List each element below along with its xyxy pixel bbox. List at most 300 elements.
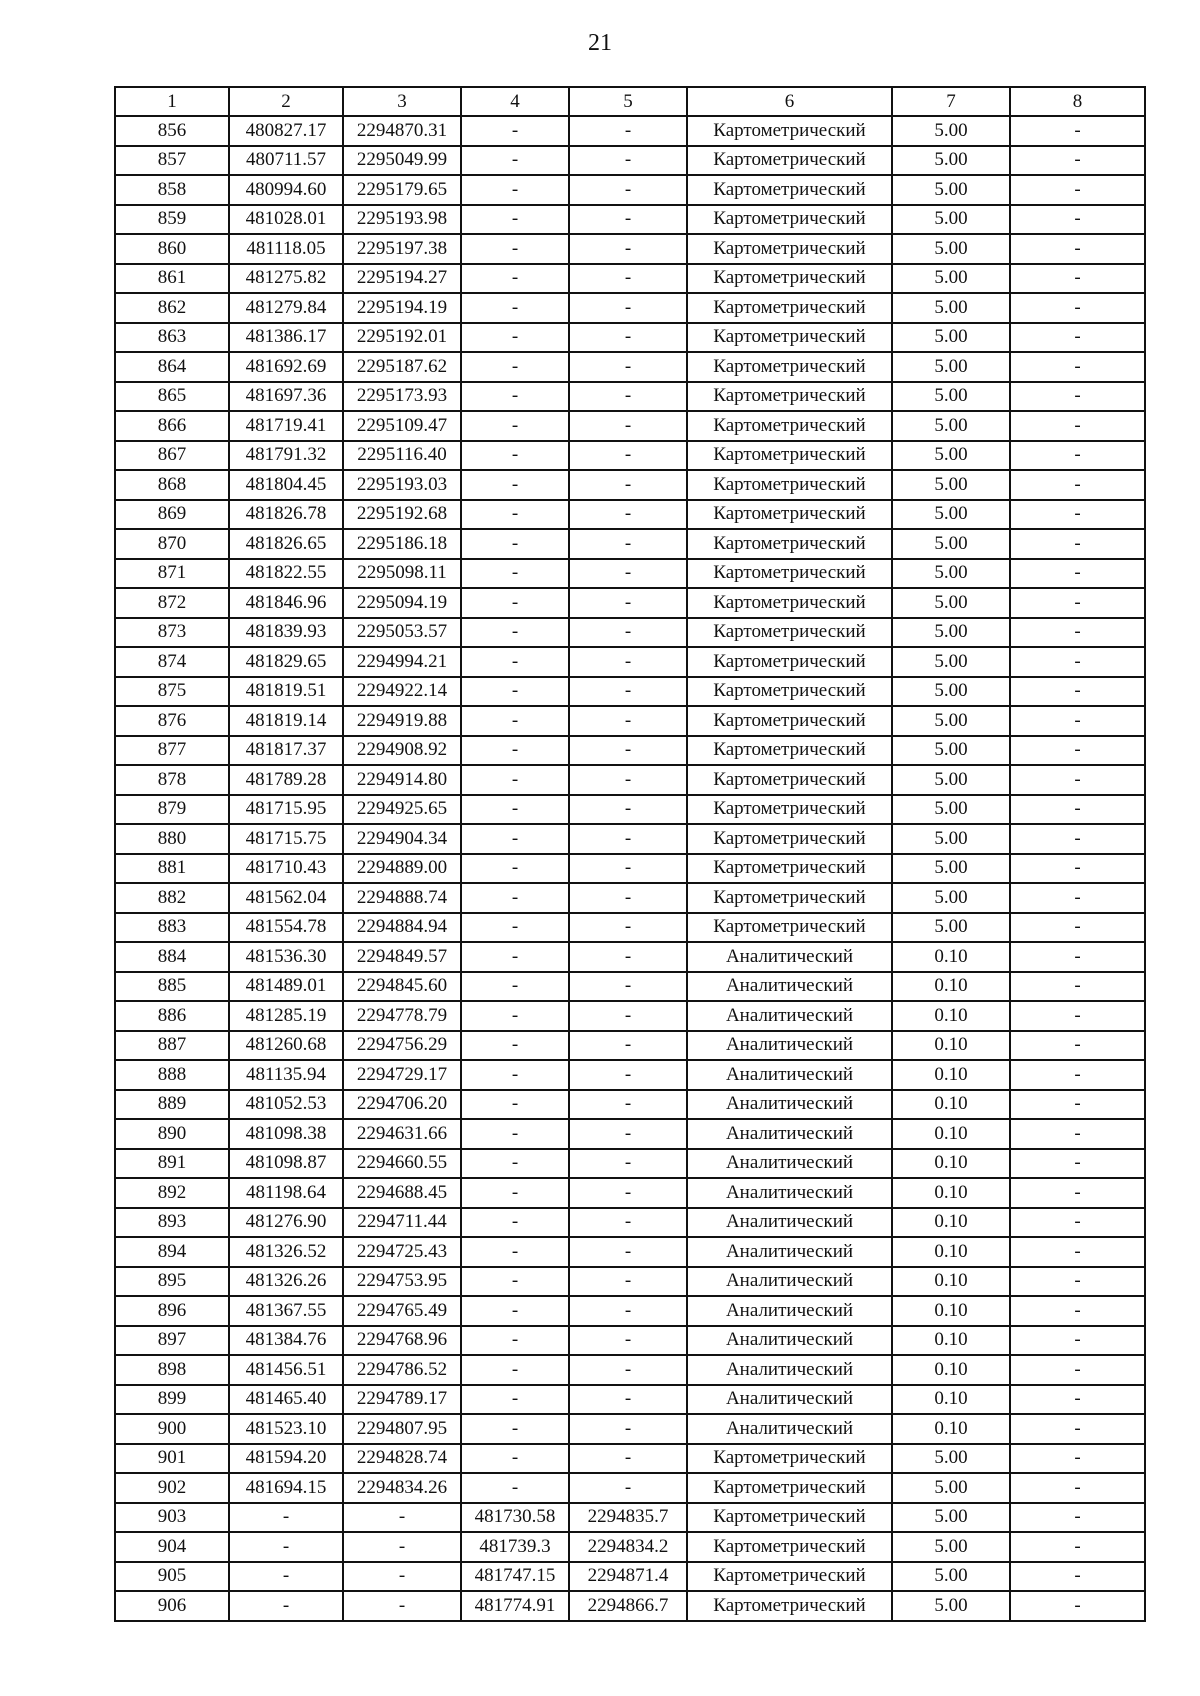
table-cell: 2294914.80	[343, 765, 461, 795]
table-cell: 889	[115, 1090, 229, 1120]
table-cell: Аналитический	[687, 1414, 892, 1444]
table-cell: Картометрический	[687, 116, 892, 146]
table-cell: -	[461, 677, 569, 707]
table-cell: 5.00	[892, 323, 1010, 353]
table-cell: 481594.20	[229, 1444, 343, 1474]
table-row	[115, 470, 1145, 500]
table-cell: -	[1010, 1178, 1145, 1208]
table-cell: 904	[115, 1532, 229, 1562]
table-cell: 873	[115, 618, 229, 648]
table-cell: -	[569, 824, 687, 854]
table-cell: 481710.43	[229, 854, 343, 884]
table-cell: 5.00	[892, 1503, 1010, 1533]
table-cell: Аналитический	[687, 1296, 892, 1326]
table-cell: 5.00	[892, 529, 1010, 559]
table-cell: 2295187.62	[343, 352, 461, 382]
table-row	[115, 1237, 1145, 1267]
table-row	[115, 352, 1145, 382]
table-body	[115, 116, 1145, 1621]
table-cell: -	[1010, 382, 1145, 412]
table-cell: Картометрический	[687, 441, 892, 471]
table-cell: 0.10	[892, 1119, 1010, 1149]
table-cell: 0.10	[892, 1414, 1010, 1444]
table-cell: 871	[115, 559, 229, 589]
table-cell: -	[569, 1001, 687, 1031]
table-cell: -	[1010, 1031, 1145, 1061]
table-cell: 481028.01	[229, 205, 343, 235]
table-cell: -	[569, 1208, 687, 1238]
table-cell: 481719.41	[229, 411, 343, 441]
table-cell: -	[1010, 1267, 1145, 1297]
table-cell: Аналитический	[687, 1385, 892, 1415]
table-cell: -	[461, 1031, 569, 1061]
table-cell: 2295053.57	[343, 618, 461, 648]
table-cell: 481198.64	[229, 1178, 343, 1208]
table-row	[115, 1060, 1145, 1090]
table-cell: -	[461, 529, 569, 559]
table-cell: -	[461, 588, 569, 618]
table-row	[115, 293, 1145, 323]
table-cell: -	[461, 1355, 569, 1385]
table-cell: -	[461, 559, 569, 589]
table-cell: 5.00	[892, 913, 1010, 943]
table-cell: 5.00	[892, 1532, 1010, 1562]
table-row	[115, 1503, 1145, 1533]
table-cell: -	[569, 1385, 687, 1415]
table-row	[115, 706, 1145, 736]
table-cell: 0.10	[892, 1178, 1010, 1208]
table-cell: 0.10	[892, 1149, 1010, 1179]
table-cell: Картометрический	[687, 470, 892, 500]
table-cell: 481456.51	[229, 1355, 343, 1385]
table-cell: -	[461, 1385, 569, 1415]
table-cell: Аналитический	[687, 1149, 892, 1179]
table-cell: 2294925.65	[343, 795, 461, 825]
table-cell: 2294765.49	[343, 1296, 461, 1326]
table-cell: 5.00	[892, 647, 1010, 677]
table-cell: -	[461, 234, 569, 264]
table-cell: Картометрический	[687, 1503, 892, 1533]
table-cell: Картометрический	[687, 618, 892, 648]
table-cell: 867	[115, 441, 229, 471]
table-cell: 481715.95	[229, 795, 343, 825]
table-cell: -	[1010, 1532, 1145, 1562]
table-cell: Аналитический	[687, 1267, 892, 1297]
table-cell: 2294631.66	[343, 1119, 461, 1149]
table-cell: 481846.96	[229, 588, 343, 618]
table-cell: -	[569, 1060, 687, 1090]
table-cell: 2294835.7	[569, 1503, 687, 1533]
table-cell: Картометрический	[687, 264, 892, 294]
table-cell: 878	[115, 765, 229, 795]
table-row	[115, 1444, 1145, 1474]
table-cell: 2294919.88	[343, 706, 461, 736]
table-cell: -	[569, 854, 687, 884]
table-cell: 2294768.96	[343, 1326, 461, 1356]
table-cell: -	[461, 470, 569, 500]
table-cell: 481118.05	[229, 234, 343, 264]
table-cell: 891	[115, 1149, 229, 1179]
table-cell: 481562.04	[229, 883, 343, 913]
table-cell: -	[1010, 1385, 1145, 1415]
table-cell: 863	[115, 323, 229, 353]
table-cell: 5.00	[892, 146, 1010, 176]
table-cell: -	[1010, 736, 1145, 766]
table-cell: 883	[115, 913, 229, 943]
table-cell: -	[569, 1031, 687, 1061]
table-cell: -	[461, 942, 569, 972]
table-cell: Картометрический	[687, 824, 892, 854]
table-cell: 899	[115, 1385, 229, 1415]
column-header-7: 7	[892, 87, 1010, 116]
table-cell: 2294845.60	[343, 972, 461, 1002]
table-cell: 0.10	[892, 1031, 1010, 1061]
table-row	[115, 1119, 1145, 1149]
table-cell: Картометрический	[687, 1444, 892, 1474]
table-cell: 481465.40	[229, 1385, 343, 1415]
table-cell: 894	[115, 1237, 229, 1267]
table-cell: Картометрический	[687, 677, 892, 707]
table-row	[115, 972, 1145, 1002]
table-cell: -	[461, 913, 569, 943]
table-cell: 2294789.17	[343, 1385, 461, 1415]
table-cell: 481829.65	[229, 647, 343, 677]
table-cell: -	[1010, 972, 1145, 1002]
table-cell: -	[1010, 706, 1145, 736]
table-cell: 481826.65	[229, 529, 343, 559]
table-row	[115, 1031, 1145, 1061]
table-cell: Картометрический	[687, 883, 892, 913]
table-cell: Аналитический	[687, 1355, 892, 1385]
table-cell: 5.00	[892, 264, 1010, 294]
table-cell: 900	[115, 1414, 229, 1444]
table-cell: 0.10	[892, 1090, 1010, 1120]
table-cell: 862	[115, 293, 229, 323]
table-cell: 5.00	[892, 411, 1010, 441]
table-cell: -	[1010, 1090, 1145, 1120]
table-cell: 868	[115, 470, 229, 500]
table-cell: 885	[115, 972, 229, 1002]
table-cell: 5.00	[892, 1444, 1010, 1474]
table-cell: -	[461, 1149, 569, 1179]
table-cell: Аналитический	[687, 1090, 892, 1120]
table-cell: 481839.93	[229, 618, 343, 648]
table-row	[115, 205, 1145, 235]
table-cell: 481715.75	[229, 824, 343, 854]
table-cell: Картометрический	[687, 765, 892, 795]
table-cell: -	[343, 1562, 461, 1592]
table-cell: -	[1010, 1208, 1145, 1238]
table-cell: -	[569, 677, 687, 707]
table-cell: -	[461, 411, 569, 441]
table-row	[115, 736, 1145, 766]
table-cell: 2295179.65	[343, 175, 461, 205]
table-cell: 481730.58	[461, 1503, 569, 1533]
table-cell: 481367.55	[229, 1296, 343, 1326]
table-row	[115, 883, 1145, 913]
table-row	[115, 618, 1145, 648]
table-cell: -	[1010, 352, 1145, 382]
table-cell: 481523.10	[229, 1414, 343, 1444]
table-cell: 5.00	[892, 883, 1010, 913]
table-cell: -	[569, 1178, 687, 1208]
table-row	[115, 146, 1145, 176]
table-cell: -	[569, 972, 687, 1002]
table-cell: -	[461, 647, 569, 677]
table-cell: -	[1010, 264, 1145, 294]
table-cell: -	[569, 736, 687, 766]
table-cell: -	[461, 854, 569, 884]
table-cell: 2294866.7	[569, 1591, 687, 1621]
table-header	[115, 87, 1145, 116]
table-cell: -	[569, 411, 687, 441]
table-row	[115, 234, 1145, 264]
table-cell: -	[461, 1001, 569, 1031]
table-row	[115, 942, 1145, 972]
table-cell: 481052.53	[229, 1090, 343, 1120]
coordinates-table	[114, 86, 1146, 1622]
table-cell: 895	[115, 1267, 229, 1297]
table-cell: 893	[115, 1208, 229, 1238]
table-cell: 902	[115, 1473, 229, 1503]
table-cell: -	[569, 323, 687, 353]
table-cell: Картометрический	[687, 736, 892, 766]
table-row	[115, 1149, 1145, 1179]
table-cell: 882	[115, 883, 229, 913]
table-cell: 2294725.43	[343, 1237, 461, 1267]
table-cell: 2294706.20	[343, 1090, 461, 1120]
table-cell: Картометрический	[687, 1473, 892, 1503]
table-cell: Аналитический	[687, 1178, 892, 1208]
table-cell: Картометрический	[687, 588, 892, 618]
table-cell: Картометрический	[687, 1591, 892, 1621]
table-cell: -	[461, 1090, 569, 1120]
table-cell: -	[1010, 441, 1145, 471]
table-cell: Картометрический	[687, 647, 892, 677]
table-cell: 875	[115, 677, 229, 707]
table-cell: -	[569, 264, 687, 294]
table-cell: 481135.94	[229, 1060, 343, 1090]
table-cell: -	[461, 972, 569, 1002]
table-cell: 2294884.94	[343, 913, 461, 943]
table-cell: -	[569, 913, 687, 943]
table-row	[115, 1267, 1145, 1297]
table-cell: Аналитический	[687, 1208, 892, 1238]
table-cell: -	[461, 883, 569, 913]
table-cell: 2294756.29	[343, 1031, 461, 1061]
table-cell: 2294888.74	[343, 883, 461, 913]
table-cell: -	[1010, 234, 1145, 264]
table-cell: Картометрический	[687, 411, 892, 441]
table-cell: -	[569, 942, 687, 972]
table-cell: 481694.15	[229, 1473, 343, 1503]
table-cell: Картометрический	[687, 1532, 892, 1562]
table-cell: -	[1010, 913, 1145, 943]
table-cell: -	[461, 116, 569, 146]
table-row	[115, 1591, 1145, 1621]
table-cell: 481692.69	[229, 352, 343, 382]
table-cell: -	[569, 205, 687, 235]
table-cell: 860	[115, 234, 229, 264]
table-cell: -	[461, 1296, 569, 1326]
table-cell: 0.10	[892, 1237, 1010, 1267]
table-cell: -	[569, 765, 687, 795]
table-cell: -	[1010, 1326, 1145, 1356]
table-cell: 2294908.92	[343, 736, 461, 766]
table-cell: 2294660.55	[343, 1149, 461, 1179]
table-cell: -	[1010, 500, 1145, 530]
table-cell: -	[1010, 765, 1145, 795]
table-cell: -	[569, 146, 687, 176]
table-cell: -	[569, 470, 687, 500]
table-cell: 876	[115, 706, 229, 736]
table-cell: -	[1010, 647, 1145, 677]
table-cell: 481326.52	[229, 1237, 343, 1267]
table-cell: 481276.90	[229, 1208, 343, 1238]
table-cell: 865	[115, 382, 229, 412]
table-cell: Картометрический	[687, 1562, 892, 1592]
table-row	[115, 1208, 1145, 1238]
table-cell: 892	[115, 1178, 229, 1208]
table-cell: 2294922.14	[343, 677, 461, 707]
table-cell: 480827.17	[229, 116, 343, 146]
table-cell: 481098.87	[229, 1149, 343, 1179]
table-row	[115, 647, 1145, 677]
table-cell: -	[569, 234, 687, 264]
table-cell: -	[461, 1119, 569, 1149]
table-cell: Картометрический	[687, 146, 892, 176]
table-cell: 5.00	[892, 588, 1010, 618]
table-row	[115, 500, 1145, 530]
table-row	[115, 1385, 1145, 1415]
table-cell: -	[569, 1444, 687, 1474]
table-cell: 481275.82	[229, 264, 343, 294]
table-cell: 5.00	[892, 382, 1010, 412]
table-cell: -	[461, 382, 569, 412]
table-cell: 898	[115, 1355, 229, 1385]
table-cell: 2294711.44	[343, 1208, 461, 1238]
table-cell: Картометрический	[687, 205, 892, 235]
table-cell: -	[569, 1149, 687, 1179]
table-cell: -	[229, 1562, 343, 1592]
table-cell: -	[1010, 883, 1145, 913]
table-cell: 5.00	[892, 736, 1010, 766]
table-cell: -	[1010, 205, 1145, 235]
table-cell: 869	[115, 500, 229, 530]
table-cell: Аналитический	[687, 1237, 892, 1267]
table-cell: -	[1010, 146, 1145, 176]
table-cell: 887	[115, 1031, 229, 1061]
table-cell: 897	[115, 1326, 229, 1356]
table-row	[115, 677, 1145, 707]
table-cell: -	[569, 1473, 687, 1503]
table-row	[115, 1532, 1145, 1562]
table-cell: 2294729.17	[343, 1060, 461, 1090]
table-cell: 0.10	[892, 1385, 1010, 1415]
table-cell: 2295194.19	[343, 293, 461, 323]
table-cell: -	[569, 441, 687, 471]
table-cell: 0.10	[892, 1060, 1010, 1090]
table-cell: 2295116.40	[343, 441, 461, 471]
table-row	[115, 765, 1145, 795]
table-row	[115, 323, 1145, 353]
table-cell: 2295197.38	[343, 234, 461, 264]
table-cell: -	[569, 500, 687, 530]
table-cell: -	[229, 1503, 343, 1533]
table-cell: -	[569, 795, 687, 825]
table-cell: 5.00	[892, 618, 1010, 648]
table-cell: -	[1010, 1503, 1145, 1533]
table-cell: 0.10	[892, 1355, 1010, 1385]
table-cell: 5.00	[892, 677, 1010, 707]
table-cell: 5.00	[892, 1591, 1010, 1621]
table-cell: Аналитический	[687, 942, 892, 972]
table-cell: 481384.76	[229, 1326, 343, 1356]
table-cell: Картометрический	[687, 234, 892, 264]
table-cell: -	[461, 500, 569, 530]
table-cell: 864	[115, 352, 229, 382]
table-cell: 481819.14	[229, 706, 343, 736]
table-cell: -	[569, 1237, 687, 1267]
table-cell: 2294828.74	[343, 1444, 461, 1474]
table-cell: 2294834.2	[569, 1532, 687, 1562]
table-cell: -	[1010, 677, 1145, 707]
table-cell: 0.10	[892, 1001, 1010, 1031]
table-cell: 480711.57	[229, 146, 343, 176]
table-cell: 866	[115, 411, 229, 441]
table-cell: -	[461, 1178, 569, 1208]
table-cell: 5.00	[892, 175, 1010, 205]
table-cell: 870	[115, 529, 229, 559]
column-header-3: 3	[343, 87, 461, 116]
table-row	[115, 1326, 1145, 1356]
table-cell: 481697.36	[229, 382, 343, 412]
table-cell: -	[461, 1444, 569, 1474]
table-cell: -	[1010, 1591, 1145, 1621]
table-cell: -	[461, 441, 569, 471]
table-cell: 2295049.99	[343, 146, 461, 176]
table-cell: 5.00	[892, 1562, 1010, 1592]
table-cell: -	[1010, 323, 1145, 353]
table-cell: 2294753.95	[343, 1267, 461, 1297]
table-cell: -	[461, 352, 569, 382]
table-cell: 2295109.47	[343, 411, 461, 441]
table-cell: 5.00	[892, 795, 1010, 825]
table-cell: 0.10	[892, 1208, 1010, 1238]
table-cell: 2295193.98	[343, 205, 461, 235]
table-cell: 5.00	[892, 500, 1010, 530]
column-header-5: 5	[569, 87, 687, 116]
table-cell: -	[1010, 529, 1145, 559]
table-row	[115, 116, 1145, 146]
table-cell: -	[461, 264, 569, 294]
table-cell: 2295194.27	[343, 264, 461, 294]
table-cell: 481489.01	[229, 972, 343, 1002]
table-row	[115, 1178, 1145, 1208]
table-cell: -	[343, 1503, 461, 1533]
table-row	[115, 382, 1145, 412]
table-cell: -	[229, 1591, 343, 1621]
table-cell: -	[1010, 1473, 1145, 1503]
table-cell: 481804.45	[229, 470, 343, 500]
table-cell: 0.10	[892, 942, 1010, 972]
table-cell: -	[1010, 1414, 1145, 1444]
table-cell: -	[461, 323, 569, 353]
table-cell: 2295186.18	[343, 529, 461, 559]
table-cell: -	[1010, 1355, 1145, 1385]
table-cell: 0.10	[892, 1267, 1010, 1297]
table-row	[115, 1355, 1145, 1385]
